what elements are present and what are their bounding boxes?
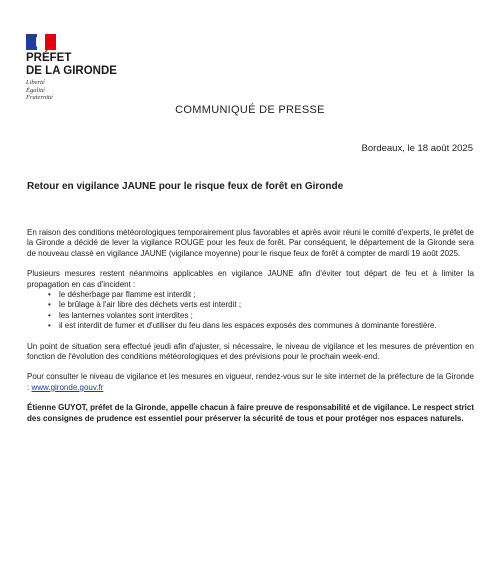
paragraph-measures-intro: Plusieurs mesures restent néanmoins applicables en vigilance JAUNE afin d'éviter tout départ de feu et à limiter la propagation en cas d'incident :: [27, 269, 474, 289]
document-type: COMMUNIQUÉ DE PRESSE: [175, 104, 325, 116]
marianne-flag-icon: [26, 34, 56, 50]
republic-motto: [26, 79, 106, 102]
place-date: Bordeaux, le 18 août 2025: [361, 143, 473, 154]
measure-item: • le désherbage par flamme est interdit ;: [48, 290, 474, 300]
prefecture-website-link[interactable]: www.gironde.gouv.fr: [31, 382, 104, 392]
measure-item: • le brûlage à l'air libre des déchets verts est interdit ;: [48, 300, 474, 310]
paragraph-prefect-statement: Étienne GUYOT, préfet de la Gironde, appelle chacun à faire preuve de responsabilité et de vigilance. Le respect strict des consignes de prudence est essentiel pour préserver la sécurité de tous et pour protéger nos espaces naturels.: [27, 403, 474, 423]
measure-item: • les lanternes volantes sont interdites ;: [48, 311, 474, 321]
prefecture-title: [26, 52, 186, 78]
measures-list: [27, 290, 474, 332]
prefecture-line-2: DE LA GIRONDE: [26, 65, 117, 77]
motto-fraternite: Fraternité: [26, 94, 53, 101]
motto-egalite: Égalité: [26, 86, 45, 94]
press-body: [27, 228, 474, 434]
motto-liberte: Liberté: [26, 79, 45, 86]
paragraph-website: [27, 372, 474, 393]
measure-item: • il est interdit de fumer et d'utiliser du feu dans les espaces exposés des communes à dominante forestière.: [48, 321, 474, 331]
website-text: Pour consulter le niveau de vigilance et les mesures en vigueur, rendez-vous sur le site internet de la préfecture de la Gironde :: [27, 372, 474, 392]
paragraph-intro: En raison des conditions météorologiques temporairement plus favorables et après avoir réuni le comité d'experts, le préfet de la Gironde a décidé de lever la vigilance ROUGE pour les feux de forêt. Par conséquent, le département de la Gironde sera de nouveau classé en vigilance JAUNE (vigilance moyenne) pour le risque feux de forêt à compter de mardi 19 août 2025.: [27, 228, 474, 258]
prefecture-line-1: PRÉFET: [26, 52, 72, 64]
press-headline: Retour en vigilance JAUNE pour le risque feux de forêt en Gironde: [27, 181, 344, 192]
paragraph-situation-update: Un point de situation sera effectué jeudi afin d'ajuster, si nécessaire, le niveau de vigilance et les mesures de prévention en fonction de l'évolution des conditions météorologiques et des prévisions pour le prochain week-end.: [27, 341, 474, 362]
